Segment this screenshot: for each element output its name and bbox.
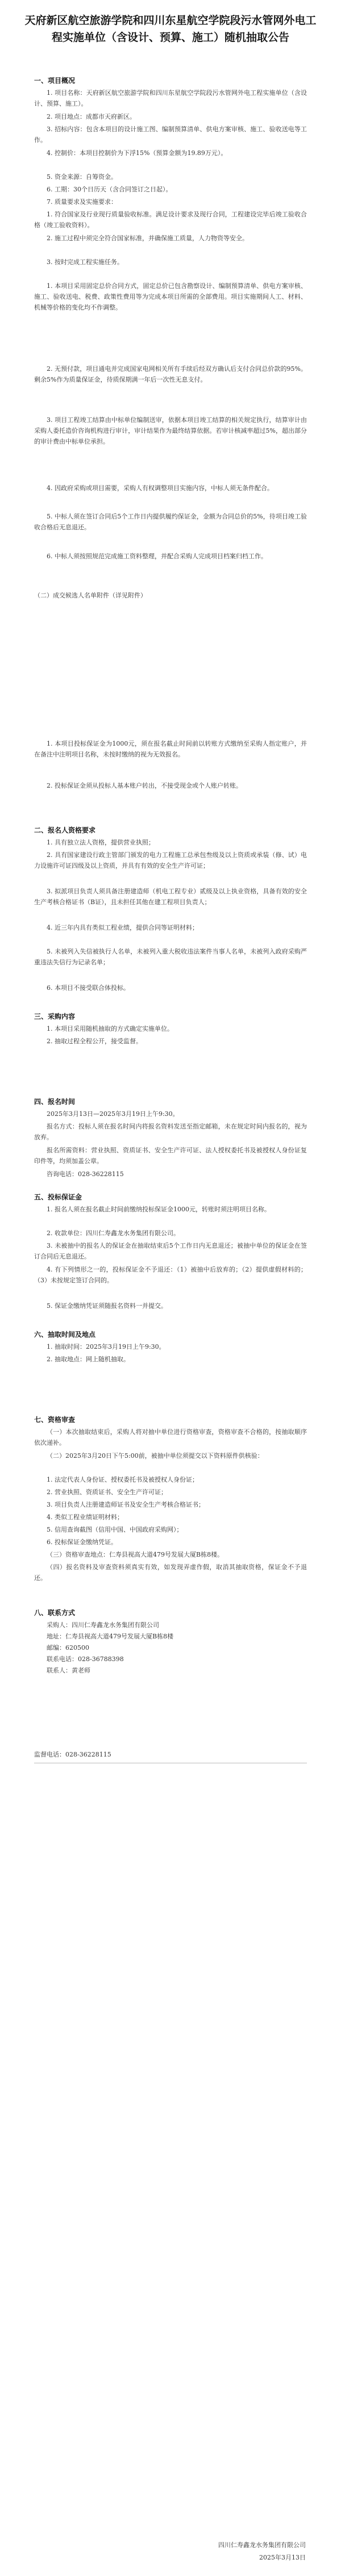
overview-item: 4. 控制价：本项目控制价为下浮15%（预算金额为19.89万元）。	[47, 149, 227, 157]
section-heading-registration: 四、报名时间	[34, 1098, 76, 1106]
performance-bond-paragraph: 5. 中标人须在签订合同后5个工作日内提供履约保证金，金额为合同总价的5%，待项目竣工验收合格后无息退还。	[34, 513, 307, 531]
registration-item: 2025年3月13日—2025年3月19日上午9:30。	[47, 1110, 179, 1118]
notice-title: 天府新区航空旅游学院和四川东星航空学院段污水管网外电工程实施单位（含设计、预算、施工）随机抽取公告	[24, 15, 317, 44]
requirement-item: 1. 具有独立法人资格，提供营业执照；	[47, 839, 155, 846]
bid-security-item: 4. 有下列情形之一的，投标保证金不予退还：（1）被抽中后放弃的；（2）提供虚假材料的；（3）未按规定签订合同的。	[34, 1266, 307, 1284]
adjustment-terms-paragraph: 4. 因政府采购或项目需要，采购人有权调整项目实施内容，中标人须无条件配合。	[47, 484, 273, 492]
bid-security-item: 3. 未被抽中的报名人的保证金在抽取结束后5个工作日内无息退还；被抽中单位的保证金在签订合同后无息退还。	[34, 1242, 307, 1260]
issuer-name: 四川仁寿鑫龙水务集团有限公司	[218, 2541, 306, 2549]
qualification-item: （二）2025年3月20日下午5:00前，被抽中单位须提交以下资料原件供核验：	[47, 1452, 264, 1460]
qualification-item: 4. 类似工程业绩证明材料；	[47, 1513, 123, 1521]
qualification-item: 6. 投标保证金缴纳凭证。	[47, 1538, 117, 1546]
contact-person: 联系人：黄老师	[47, 1667, 90, 1674]
overview-item: 6. 工期：30个日历天（含合同签订之日起）。	[47, 186, 172, 193]
section-heading-requirements: 二、报名人资格要求	[34, 826, 96, 834]
requirement-item: 2. 具有国家建设行政主管部门颁发的电力工程施工总承包叁级及以上资质或承装（修、试）电力设施许可证四级及以上资质，并具有有效的安全生产许可证；	[34, 851, 307, 869]
section-heading-contact: 八、联系方式	[34, 1609, 76, 1617]
overview-item: 2. 施工过程中须完全符合国家标准，并确保施工质量，人力物资等安全。	[47, 235, 248, 242]
contact-phone: 联系电话：028-36788398	[47, 1655, 124, 1663]
procurement-item: 1. 本项目采用随机抽取的方式确定实施单位。	[47, 1025, 173, 1032]
procurement-item: 2. 抽取过程全程公开，接受监督。	[47, 1038, 142, 1045]
section-heading-qualification: 七、资格审查	[34, 1416, 76, 1424]
issue-date: 2025年3月13日	[259, 2554, 306, 2561]
contract-terms-paragraph: 1. 本项目采用固定总价合同方式，固定总价已包含勘察设计、编制预算清单、供电方案审核、施工、验收送电、税费、政策性费用等为完成本项目所需的全部费用。项目实施期间人工、材料、机械等价格的变化均不作调整。	[34, 282, 307, 311]
overview-item: 1. 符合国家及行业现行质量验收标准。满足设计要求及现行合同，工程建设完毕后竣工验收合格（竣工验收资料）。	[34, 211, 307, 229]
draw-item: 1. 抽取时间：2025年3月19日上午9:30。	[47, 1343, 165, 1350]
security-paragraph: 1. 本项目投标保证金为1000元，须在报名截止时间前以转账方式缴纳至采购人指定账户，并在备注中注明项目名称，未按时缴纳的视为无效报名。	[34, 740, 307, 758]
registration-phone: 咨询电话：028-36228115	[47, 1170, 124, 1178]
settlement-terms-paragraph: 3. 项目工程竣工结算由中标单位编制送审，依据本项目竣工结算的相关规定执行，结算审计由采购人委托造价咨询机构进行审计，审计结果作为最终结算依据。若审计核减率超过5%，超出部分的审计费由中标单位承担。	[34, 416, 307, 445]
section-heading-overview: 一、项目概况	[34, 77, 76, 85]
overview-item: 1. 项目名称：天府新区航空旅游学院和四川东星航空学院段污水管网外电工程实施单位（含设计、预算、施工）。	[34, 89, 307, 107]
requirement-item: 5. 未被列入失信被执行人名单，未被列入重大税收违法案件当事人名单，未被列入政府采购严重违法失信行为记录名单；	[34, 948, 307, 966]
bid-security-item: 2. 收款单位：四川仁寿鑫龙水务集团有限公司。	[47, 1230, 180, 1237]
bid-security-item: 1. 报名人须在报名截止时间前缴纳投标保证金1000元，转账时须注明项目名称。	[47, 1206, 271, 1213]
draw-item: 2. 抽取地点：网上随机抽取。	[47, 1356, 130, 1363]
overview-item: 7. 质量要求及实施要求：	[47, 198, 117, 206]
section-heading-bid-security: 五、投标保证金	[34, 1193, 82, 1201]
supervision-phone: 监督电话：028-36228115	[34, 1751, 111, 1758]
archiving-paragraph: 6. 中标人须按照规范完成施工资料整理，并配合采购人完成项目档案归档工作。	[47, 553, 267, 560]
qualification-item: （三）资格审查地点：仁寿县视高大道479号发展大厦B栋8楼。	[47, 1551, 224, 1558]
requirement-item: 3. 拟派项目负责人须具备注册建造师（机电工程专业）贰级及以上执业资格，具备有效的安全生产考核合格证书（B证），且未担任其他在建工程项目负责人；	[34, 888, 307, 906]
qualification-item: 1. 法定代表人身份证、授权委托书及被授权人身份证；	[47, 1476, 198, 1483]
qualification-item: 5. 信用查询截图（信用中国、中国政府采购网）；	[47, 1526, 183, 1533]
bid-security-item: 5. 保证金缴纳凭证须随报名资料一并提交。	[47, 1302, 167, 1310]
requirement-item: 4. 近三年内具有类似工程业绩，提供合同等证明材料；	[47, 924, 198, 931]
overview-item: 2. 项目地点：成都市天府新区。	[47, 113, 136, 120]
overview-item: 5. 资金来源：自筹资金。	[47, 173, 117, 181]
contact-purchaser: 采购人：四川仁寿鑫龙水务集团有限公司	[47, 1621, 159, 1629]
candidate-list-note: （二）成交候选人名单附件（详见附件）	[34, 592, 147, 599]
contact-postcode: 邮编：620500	[47, 1644, 89, 1651]
security-paragraph: 2. 投标保证金须从投标人基本账户转出，不接受现金或个人账户转账。	[47, 782, 242, 789]
overview-item: 3. 按时完成工程实施任务。	[47, 258, 123, 266]
registration-item: 报名所需资料：营业执照、资质证书、安全生产许可证、法人授权委托书及被授权人身份证复印件等，均须加盖公章。	[34, 1147, 307, 1165]
contact-address: 地址：仁寿县视高大道479号发展大厦B栋8楼	[47, 1633, 174, 1640]
section-heading-draw: 六、抽取时间及地点	[34, 1331, 96, 1339]
qualification-item: （一）本次抽取结束后，采购人将对抽中单位进行资格审查，资格审查不合格的，按抽取顺序依次递补。	[34, 1428, 307, 1446]
payment-terms-paragraph: 2. 无预付款，项目通电并完成国家电网相关所有手续后经双方确认后支付合同总价款的95%。剩余5%作为质量保证金，待质保期满一年后一次性无息支付。	[34, 365, 307, 383]
qualification-item: （四）报名资料及审查资料须真实有效，如发现弄虚作假，取消其抽取资格，保证金不予退还。	[34, 1563, 307, 1582]
section-heading-procurement: 三、采购内容	[34, 1013, 76, 1021]
qualification-item: 3. 项目负责人注册建造师证书及安全生产考核合格证书；	[47, 1501, 205, 1508]
overview-item: 3. 招标内容：包含本项目的设计施工图、编制预算清单、供电方案审核、施工、验收送电等工作。	[34, 126, 307, 144]
requirement-item: 6. 本项目不接受联合体投标。	[47, 984, 130, 992]
qualification-item: 2. 营业执照、资质证书、安全生产许可证；	[47, 1488, 167, 1496]
registration-item: 报名方式：投标人须在报名时间内将报名资料发送至指定邮箱，未在规定时间内报名的，视为放弃。	[34, 1123, 307, 1141]
